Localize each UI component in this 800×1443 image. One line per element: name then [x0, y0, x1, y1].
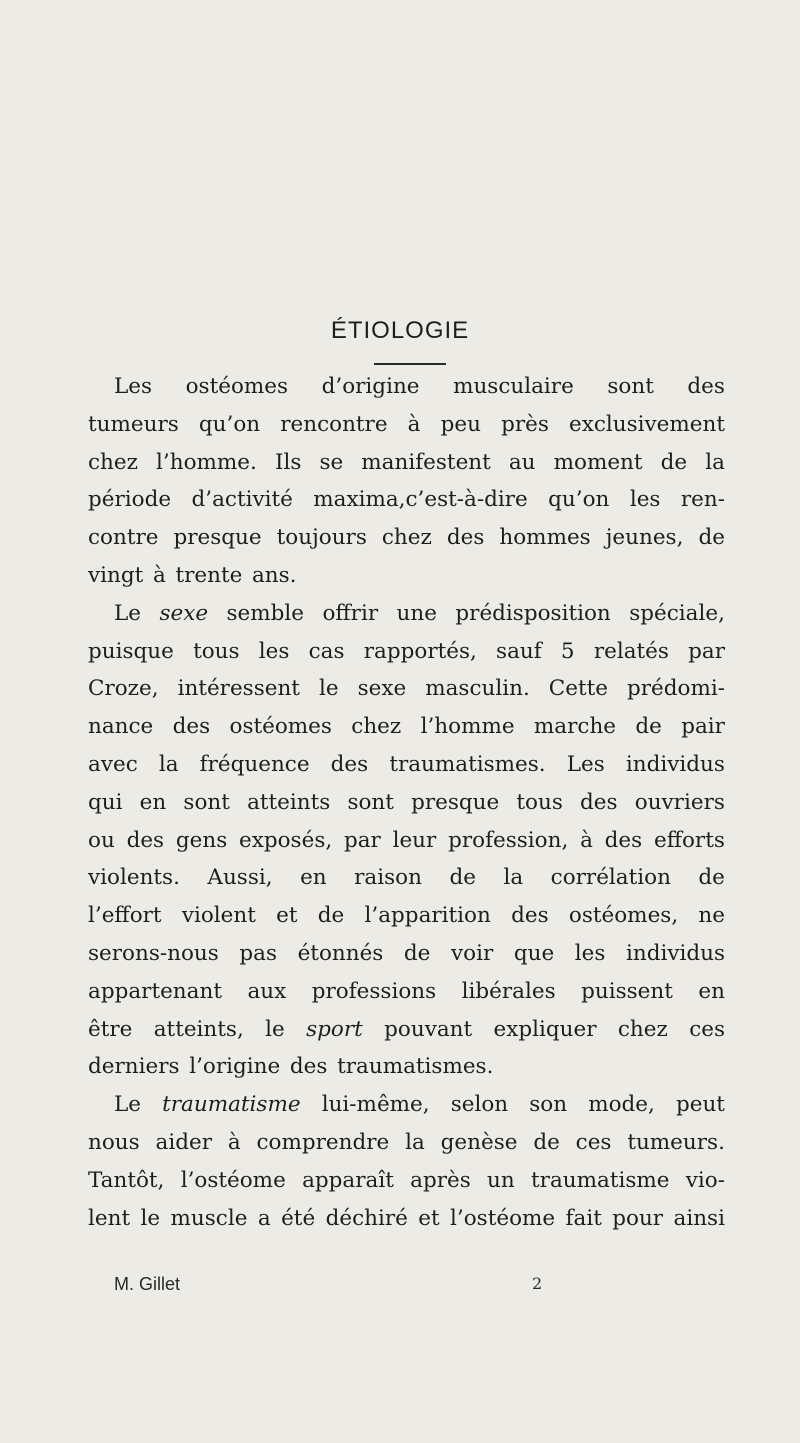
word: au: [508, 449, 536, 475]
word: appartenant: [88, 978, 222, 1004]
word: peut: [675, 1092, 725, 1118]
word: toujours: [276, 525, 367, 551]
word: ne: [698, 903, 725, 929]
word: l’homme.: [156, 449, 257, 475]
text-line: [88, 1011, 725, 1049]
word: pas: [239, 940, 277, 966]
word: traumatismes.: [337, 1054, 494, 1080]
word: ces: [575, 1129, 612, 1155]
text-line: [88, 519, 725, 557]
word: sont: [347, 789, 394, 815]
word: une: [396, 600, 437, 626]
word: les: [258, 638, 290, 664]
word: les: [574, 940, 606, 966]
chapter-title: ÉTIOLOGIE: [330, 317, 470, 344]
word: chez: [381, 525, 432, 551]
word: offrir: [322, 600, 379, 626]
word: tumeurs.: [627, 1129, 725, 1155]
word: la: [158, 751, 179, 777]
text-line: [88, 973, 725, 1011]
word: spéciale,: [629, 600, 725, 626]
word: l’ostéome: [450, 1205, 556, 1231]
word: de: [403, 940, 431, 966]
word: tous: [516, 789, 563, 815]
word: gens: [175, 827, 228, 853]
word: lent: [88, 1205, 131, 1231]
title-rule: [374, 363, 446, 365]
word: ouvriers: [634, 789, 725, 815]
word: lui-même,: [321, 1092, 430, 1118]
word: professions: [311, 978, 437, 1004]
word: Les: [114, 374, 153, 399]
word: atteints,: [153, 1016, 244, 1042]
word: sexe: [159, 600, 209, 626]
text-line: [88, 1200, 725, 1238]
word: d’activité: [191, 487, 293, 513]
word: pair: [681, 714, 725, 740]
word: individus: [625, 940, 725, 966]
word: en: [139, 789, 167, 815]
word: l’homme: [420, 714, 515, 740]
text-line: [88, 784, 725, 822]
word: à: [227, 1129, 241, 1155]
word: serons-nous: [88, 940, 219, 966]
word: profession,: [448, 827, 569, 853]
word: vingt: [88, 562, 144, 588]
word: rencontre: [280, 411, 388, 437]
word: se: [319, 449, 344, 475]
word: des: [446, 525, 485, 551]
word: presque: [411, 789, 500, 815]
word: corrélation: [550, 865, 671, 891]
word: libérales: [461, 978, 556, 1004]
word: de: [317, 903, 345, 929]
word: sont: [607, 374, 654, 399]
word: traumatisme: [531, 1167, 670, 1193]
word: marche: [533, 714, 617, 740]
word: violent: [181, 903, 256, 929]
word: a: [257, 1205, 271, 1231]
word: ostéomes: [229, 714, 332, 740]
word: rapportés,: [363, 638, 477, 664]
word: par: [688, 638, 725, 664]
word: en: [698, 978, 725, 1004]
word: l’effort: [88, 903, 162, 929]
word: de: [533, 1129, 560, 1155]
text-line: [88, 406, 725, 444]
word: près: [501, 411, 549, 437]
word: des: [580, 789, 618, 815]
word: des: [687, 374, 725, 399]
word: atteints: [247, 789, 331, 815]
word: prédomi-: [627, 676, 725, 702]
word: des: [511, 903, 549, 929]
word: puisque: [88, 638, 174, 664]
word: la: [503, 865, 524, 891]
word: Les: [566, 751, 605, 777]
word: la: [405, 1129, 425, 1155]
word: déchiré: [325, 1205, 408, 1231]
word: comprendre: [256, 1129, 390, 1155]
word: de: [698, 865, 725, 891]
word: chez: [617, 1016, 668, 1042]
word: Le: [114, 1092, 142, 1118]
word: l’origine: [189, 1054, 281, 1080]
word: selon: [450, 1092, 509, 1118]
word: le: [265, 1016, 285, 1042]
word: moment: [553, 449, 643, 475]
word: manifestent: [361, 449, 491, 475]
word: le: [140, 1205, 161, 1231]
word: chez: [351, 714, 402, 740]
word: ostéomes: [185, 374, 289, 399]
word: cas: [308, 638, 345, 664]
sheet-number: 2: [532, 1274, 543, 1293]
text-line: [88, 935, 725, 973]
text-line: [88, 1162, 725, 1200]
word: ou: [88, 827, 115, 853]
text-line: [88, 670, 725, 708]
word: période: [88, 487, 172, 513]
word: des: [330, 751, 369, 777]
word: la: [705, 449, 725, 475]
word: des: [172, 714, 211, 740]
word: de: [698, 525, 725, 551]
word: être: [88, 1016, 133, 1042]
word: ans.: [251, 562, 297, 588]
word: nance: [88, 714, 154, 740]
word: qu’on: [198, 411, 261, 437]
text-line: [88, 746, 725, 784]
word: à: [152, 562, 166, 588]
word: semble: [226, 600, 305, 626]
word: par: [343, 827, 381, 853]
word: vio-: [685, 1167, 725, 1193]
word: à: [580, 827, 593, 853]
word: exclusivement: [568, 411, 725, 437]
text-line: [88, 444, 725, 482]
word: aux: [247, 978, 287, 1004]
word: masculin.: [425, 676, 530, 702]
word: de: [660, 449, 688, 475]
word: d’origine: [321, 374, 420, 399]
word: des: [289, 1054, 328, 1080]
word: presque: [173, 525, 262, 551]
word: chez: [88, 449, 138, 475]
word: le: [318, 676, 339, 702]
word: intéressent: [177, 676, 300, 702]
word: raison: [354, 865, 422, 891]
word: l’ostéome: [180, 1167, 286, 1193]
word: que: [513, 940, 555, 966]
word: jeunes,: [605, 525, 684, 551]
word: apparaît: [302, 1167, 394, 1193]
word: peu: [440, 411, 481, 437]
word: voir: [451, 940, 494, 966]
word: mode,: [588, 1092, 655, 1118]
text-line: [88, 1048, 725, 1086]
word: Le: [114, 600, 142, 626]
text-line: [88, 897, 725, 935]
text-line: [88, 595, 725, 633]
word: contre: [88, 525, 159, 551]
word: aider: [155, 1129, 212, 1155]
word: de: [449, 865, 476, 891]
word: tous: [193, 638, 240, 664]
text-line: [88, 633, 725, 671]
word: Croze,: [88, 676, 159, 702]
word: des: [126, 827, 165, 853]
printer-signature: M. Gillet: [114, 1274, 181, 1294]
word: puissent: [581, 978, 673, 1004]
body-text: [88, 368, 725, 1237]
word: Cette: [548, 676, 608, 702]
word: Aussi,: [207, 865, 273, 891]
word: un: [487, 1167, 515, 1193]
word: et: [276, 903, 298, 929]
word: nous: [88, 1129, 140, 1155]
word: à: [407, 411, 421, 437]
word: sport: [306, 1016, 363, 1042]
text-line: [88, 859, 725, 897]
word: ren-: [680, 487, 725, 513]
word: après: [410, 1167, 471, 1193]
word: fait: [565, 1205, 602, 1231]
word: trente: [175, 562, 243, 588]
word: violents.: [88, 865, 180, 891]
word: qu’on: [548, 487, 610, 513]
word: musculaire: [453, 374, 574, 399]
word: ces: [689, 1016, 725, 1042]
word: ainsi: [673, 1205, 725, 1231]
word: derniers: [88, 1054, 180, 1080]
text-line: [88, 708, 725, 746]
word: et: [418, 1205, 440, 1231]
word: qui: [88, 789, 123, 815]
text-line: [88, 1086, 725, 1124]
word: relatés: [593, 638, 669, 664]
word: traumatismes.: [389, 751, 546, 777]
word: efforts: [653, 827, 725, 853]
word: en: [300, 865, 327, 891]
word: individus: [625, 751, 725, 777]
text-line: [88, 557, 725, 595]
word: été: [281, 1205, 316, 1231]
word: pour: [612, 1205, 664, 1231]
word: les: [629, 487, 661, 513]
word: traumatisme: [162, 1092, 301, 1118]
word: expliquer: [493, 1016, 597, 1042]
word: prédisposition: [455, 600, 611, 626]
word: l’apparition: [364, 903, 491, 929]
word: exposés,: [239, 827, 333, 853]
word: pouvant: [384, 1016, 473, 1042]
text-line: [88, 368, 725, 406]
text-line: [88, 481, 725, 519]
text-line: [88, 1124, 725, 1162]
word: leur: [392, 827, 437, 853]
word: sont: [183, 789, 230, 815]
word: ostéomes,: [568, 903, 679, 929]
word: étonnés: [297, 940, 384, 966]
word: maxima,c’est-à-dire: [313, 487, 528, 513]
text-line: [88, 822, 725, 860]
word: Tantôt,: [88, 1167, 165, 1193]
word: sexe: [357, 676, 407, 702]
word: 5: [560, 638, 575, 664]
word: hommes: [499, 525, 591, 551]
word: genèse: [440, 1129, 518, 1155]
word: fréquence: [199, 751, 310, 777]
word: muscle: [170, 1205, 248, 1231]
word: sauf: [496, 638, 542, 664]
word: de: [635, 714, 662, 740]
word: Ils: [274, 449, 302, 475]
word: des: [604, 827, 643, 853]
word: son: [529, 1092, 568, 1118]
word: avec: [88, 751, 138, 777]
word: tumeurs: [88, 411, 179, 437]
